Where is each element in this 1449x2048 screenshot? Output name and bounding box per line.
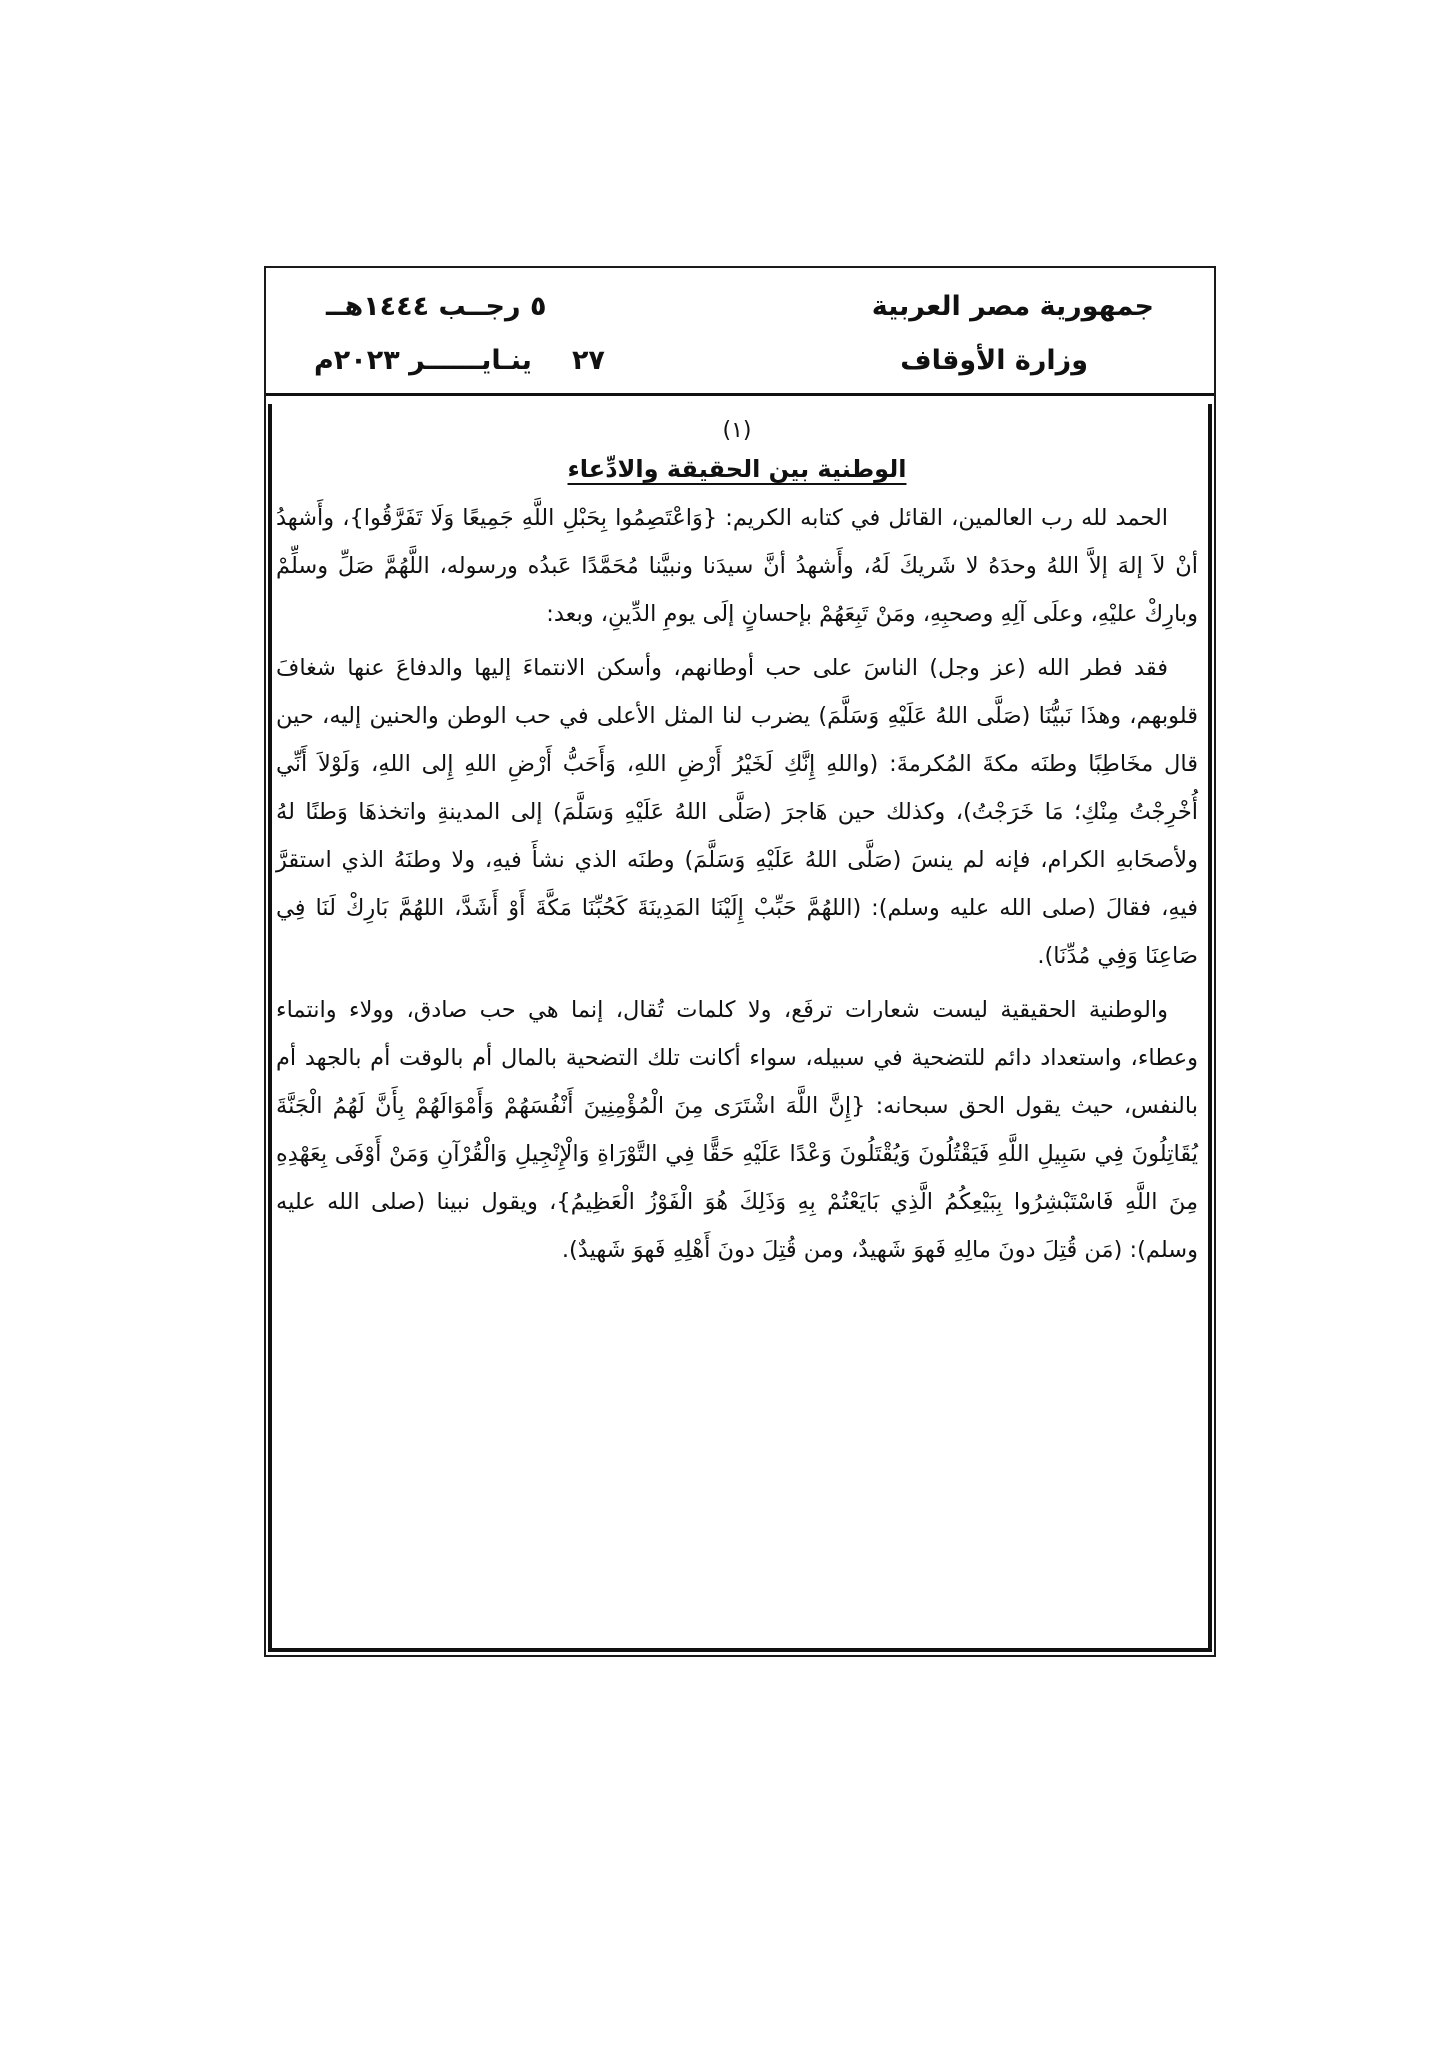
paragraph-opening: الحمد لله رب العالمين، القائل في كتابه الكريم: {وَاعْتَصِمُوا بِحَبْلِ اللَّهِ جَمِيعًا وَلَا تَفَرَّقُوا}، وأَشهدُ أنْ لاَ إلهَ إلاَّ اللهُ وحدَهُ لا شَريكَ لَهُ، وأَشهدُ أنَّ سيدَنا ونبيَّنا مُحَمَّدًا عَبدُه ورسوله، اللَّهُمَّ صَلِّ وسلِّمْ وبارِكْ عليْهِ، وعلَى آلِهِ وصحبِهِ، ومَنْ تَبِعَهُمْ بإحسانٍ إلَى يومِ الدِّينِ، وبعد: [276,505,1198,627]
sermon-title: الوطنية بين الحقيقة والادِّعاء [567,455,907,483]
sermon-number: (١) [722,418,752,443]
document-header [266,268,1214,396]
gregorian-day: ٢٧ [571,345,605,376]
gregorian-month-year: ينـايــــــر ٢٠٢٣م [314,345,532,376]
sermon-body-frame [268,404,1212,1652]
gregorian-date [314,344,605,378]
sermon-document [264,266,1216,1657]
sermon-content [276,404,1198,1274]
country-name: جمهورية مصر العربية [871,291,1154,322]
hijri-date: ٥ رجــب ١٤٤٤هــ [326,291,547,322]
ministry-name: وزارة الأوقاف [900,345,1088,376]
paragraph-love-of-homeland: فقد فطر الله (عز وجل) الناسَ على حب أوطانهم، وأسكن الانتماءَ إليها والدفاعَ عنها شغافَ قلوبهم، وهذَا نَبيُّنَا (صَلَّى اللهُ عَلَيْهِ وَسَلَّمَ) يضرب لنا المثل الأعلى في حب الوطن والحنين إليه، حين قال مخَاطِبًا وطنَه مكةَ المُكرمةَ: (واللهِ إِنَّكِ لَخَيْرُ أَرْضِ اللهِ، وَأَحَبُّ أَرْضِ اللهِ إِلى اللهِ، وَلَوْلاَ أَنِّي أُخْرِجْتُ مِنْكِ؛ مَا خَرَجْتُ)، وكذلك حين هَاجرَ (صَلَّى اللهُ عَلَيْهِ وَسَلَّمَ) إلى المدينةِ واتخذهَا وَطنًا لهُ ولأصحَابهِ الكرام، فإنه لم ينسَ (صَلَّى اللهُ عَلَيْهِ وَسَلَّمَ) وطنَه الذي نشأَ فيهِ، ولا وطنَهُ الذي استقرَّ فيهِ، فقالَ (صلى الله عليه وسلم): (اللهُمَّ حَبِّبْ إِلَيْنَا المَدِينَةَ كَحُبِّنَا مَكَّةَ أَوْ أَشَدَّ، اللهُمَّ بَارِكْ لَنَا فِي صَاعِنَا وَفِي مُدِّنَا). [276,655,1198,969]
paragraph-true-patriotism: والوطنية الحقيقية ليست شعارات ترفَع، ولا كلمات تُقال، إنما هي حب صادق، وولاء وانتماء وعطاء، واستعداد دائم للتضحية في سبيله، سواء أكانت تلك التضحية بالمال أم بالوقت أم بالجهد أم بالنفس، حيث يقول الحق سبحانه: {إِنَّ اللَّهَ اشْتَرَى مِنَ الْمُؤْمِنِينَ أَنْفُسَهُمْ وَأَمْوَالَهُمْ بِأَنَّ لَهُمُ الْجَنَّةَ يُقَاتِلُونَ فِي سَبِيلِ اللَّهِ فَيَقْتُلُونَ وَيُقْتَلُونَ وَعْدًا عَلَيْهِ حَقًّا فِي التَّوْرَاةِ وَالْإِنْجِيلِ وَالْقُرْآنِ وَمَنْ أَوْفَى بِعَهْدِهِ مِنَ اللَّهِ فَاسْتَبْشِرُوا بِبَيْعِكُمُ الَّذِي بَايَعْتُمْ بِهِ وَذَلِكَ هُوَ الْفَوْزُ الْعَظِيمُ}، ويقول نبينا (صلى الله عليه وسلم): (مَن قُتِلَ دونَ مالِهِ فَهوَ شَهيدٌ، ومن قُتِلَ دونَ أَهْلِهِ فَهوَ شَهيدٌ). [276,997,1198,1263]
